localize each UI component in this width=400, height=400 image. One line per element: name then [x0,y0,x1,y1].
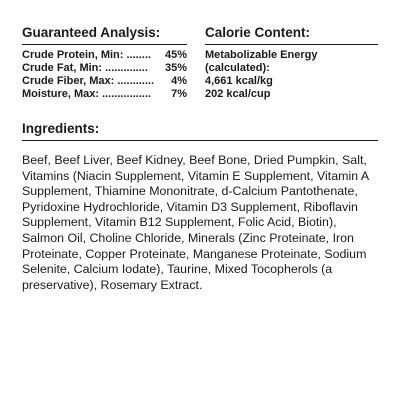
calorie-line: Metabolizable Energy [205,49,318,61]
analysis-row-moisture [22,88,187,101]
analysis-value: 35% [164,62,187,74]
calorie-content-list [205,49,378,101]
ingredients-section [22,121,378,293]
calorie-content-section [205,25,378,101]
analysis-row-fiber [22,75,187,88]
guaranteed-analysis-section [22,25,187,101]
analysis-label: Crude Fat, Min: .............. [22,62,148,74]
analysis-row-fat [22,62,187,75]
ingredients-title: Ingredients: [22,121,378,141]
analysis-label: Crude Protein, Min: ........ [22,49,151,61]
analysis-row-protein [22,49,187,62]
calorie-line: 202 kcal/cup [205,88,271,100]
analysis-value: 7% [171,88,187,100]
analysis-label: Moisture, Max: ................ [22,88,151,100]
analysis-value: 45% [164,49,187,61]
ingredients-text: Beef, Beef Liver, Beef Kidney, Beef Bone, Dried Pumpkin, Salt, Vitamins (Niacin Supplement, Vitamin E Supplement, Vitamin A Supplement, Thiamine Mononitrate, d-Calcium Pantothenate, Pyridoxine Hydrochloride, Vitamin D3 Supplement, Riboflavin Supplement, Vitamin B12 Supplement, Folic Acid, Biotin), Salmon Oil, Choline Chloride, Minerals (Zinc Proteinate, Iron Proteinate, Copper Proteinate, Manganese Proteinate, Sodium Selenite, Calcium Iodate), Taurine, Mixed Tocopherols (a preservative), Rosemary Extract. [22,153,369,292]
calorie-line: 4,661 kcal/kg [205,75,273,87]
calorie-content-title: Calorie Content: [205,25,378,45]
guaranteed-analysis-list [22,49,187,101]
analysis-value: 4% [171,75,187,87]
analysis-label: Crude Fiber, Max: ............ [22,75,155,87]
guaranteed-analysis-title: Guaranteed Analysis: [22,25,187,45]
calorie-line: (calculated): [205,62,270,74]
